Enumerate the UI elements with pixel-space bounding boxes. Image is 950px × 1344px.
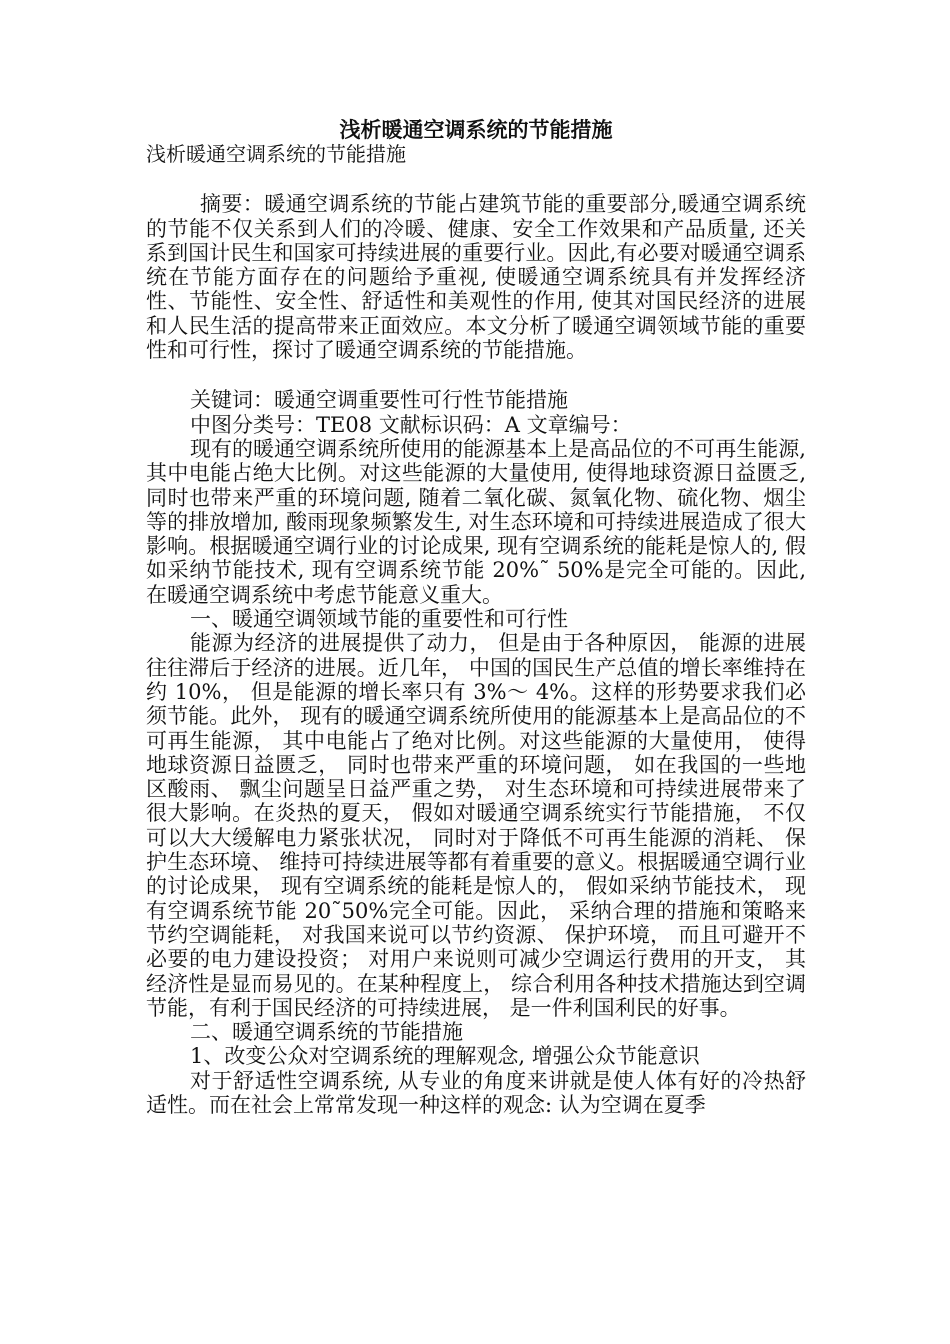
document-page (146, 118, 806, 1117)
section-paragraph-1: 能源为经济的进展提供了动力， 但是由于各种原因， 能源的进展往往滞后于经济的进展。近几年， 中国的国民生产总值的增长率维持在约 10%， 但是能源的增长率只有 3%～ 4%。这样的形势要求我们必须节能。此外， 现有的暖通空调系统所使用的能源基本上是高品位的不可再生能源， 其中电能占了绝对比例。对这些能源的大量使用， 使得地球资源日益匮乏， 同时也带来严重的环境问题， 如在我国的一些地区酸雨、 飘尘问题呈日益严重之势， 对生态环境和可持续进展带来了很大影响。在炎热的夏天， 假如对暖通空调系统实行节能措施， 不仅可以大大缓解电力紧张状况， 同时对于降低不可再生能源的消耗、 保护生态环境、 维持可持续进展等都有着重要的意义。根据暖通空调行业的讨论成果， 现有空调系统的能耗是惊人的， 假如采纳节能技术， 现有空调系统节能 20˜50%完全可能。因此， 采纳合理的措施和策略来节约空调能耗， 对我国来说可以节约资源、 保护环境， 而且可避开不必要的电力建设投资； 对用户来说则可减少空调运行费用的开支， 其经济性是显而易见的。在某种程度上， 综合利用各种技术措施达到空调节能，有利于国民经济的可持续进展， 是一件利国利民的好事。 (146, 631, 806, 1020)
abstract-paragraph: 摘要：暖通空调系统的节能占建筑节能的重要部分,暖通空调系统的节能不仅关系到人们的冷暖、健康、安全工作效果和产品质量, 还关系到国计民生和国家可持续进展的重要行业。因此,有必要对暖通空调系统在节能方面存在的问题给予重视, 使暖通空调系统具有并发挥经济性、节能性、安全性、舒适性和美观性的作用, 使其对国民经济的进展和人民生活的提高带来正面效应。本文分析了暖通空调领域节能的重要性和可行性，探讨了暖通空调系统的节能措施。 (146, 192, 806, 363)
subsection-paragraph-1: 对于舒适性空调系统, 从专业的角度来讲就是使人体有好的冷热舒适性。而在社会上常常发现一种这样的观念: 认为空调在夏季 (146, 1068, 806, 1117)
classification-line: 中图分类号：TE08 文献标识码：A 文章编号： (190, 412, 632, 437)
intro-paragraph: 现有的暖通空调系统所使用的能源基本上是高品位的不可再生能源, 其中电能占绝大比例。对这些能源的大量使用, 使得地球资源日益匮乏, 同时也带来严重的环境问题, 随着二氧化碳、氮氧化物、硫化物、烟尘等的排放增加, 酸雨现象频繁发生, 对生态环境和可持续进展造成了很大影响。根据暖通空调行业的讨论成果, 现有空调系统的能耗是惊人的, 假如采纳节能技术, 现有空调系统节能 20%˜ 50%是完全可能的。因此, 在暖通空调系统中考虑节能意义重大。 (146, 436, 806, 607)
keywords-line: 关键词：暖通空调重要性可行性节能措施 (190, 388, 568, 413)
spacer (146, 362, 806, 388)
spacer (146, 166, 806, 192)
document-subtitle: 浅析暖通空调系统的节能措施 (146, 142, 406, 166)
subsection-heading-1: 1、改变公众对空调系统的理解观念, 增强公众节能意识 (190, 1044, 700, 1069)
section-heading-1: 一、暖通空调领域节能的重要性和可行性 (190, 607, 568, 632)
document-title: 浅析暖通空调系统的节能措施 (339, 118, 613, 142)
section-heading-2: 二、暖通空调系统的节能措施 (190, 1020, 463, 1045)
